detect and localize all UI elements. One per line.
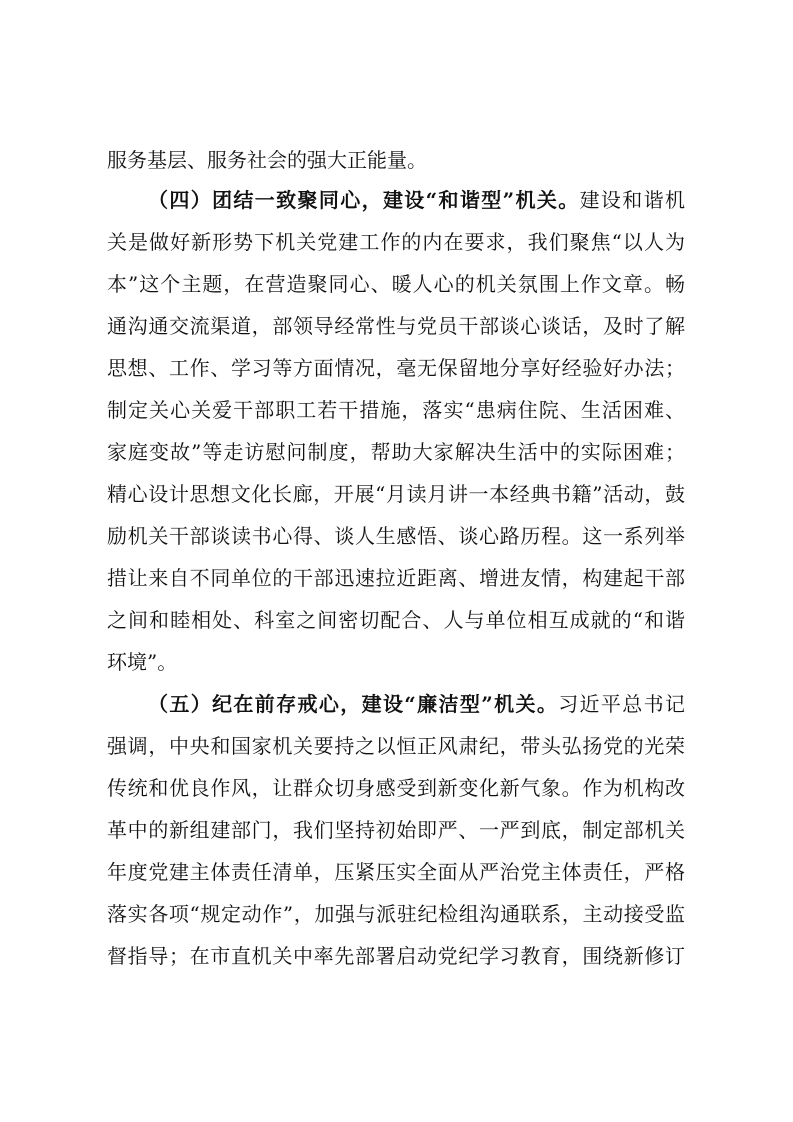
paragraph-line: 本”这个主题，在营造聚同心、暖人心的机关氛围上作文章。畅 [107,272,685,296]
paragraph-line: 通沟通交流渠道，部领导经常性与党员干部谈心谈话，及时了解 [107,314,685,338]
paragraph-line: 督指导；在市直机关中率先部署启动党纪学习教育，围绕新修订 [107,944,685,968]
section-heading: （五）纪在前存戒心，建设“廉洁型”机关。 [148,692,559,716]
paragraph-text: 习近平总书记 [558,692,685,716]
paragraph-line: 制定关心关爱干部职工若干措施，落实“患病住院、生活困难、 [107,398,685,422]
section-heading: （四）团结一致聚同心，建设“和谐型”机关。 [148,188,580,212]
paragraph-line: 措让来自不同单位的干部迅速拉近距离、增进友情，构建起干部 [107,566,685,590]
paragraph-line: 传统和优良作风，让群众切身感受到新变化新气象。作为机构改 [107,776,685,800]
paragraph-line: 强调，中央和国家机关要持之以恒正风肃纪，带头弘扬党的光荣 [107,734,685,758]
paragraph-line: 环境”。 [107,650,178,674]
paragraph-line: 落实各项“规定动作”，加强与派驻纪检组沟通联系，主动接受监 [107,902,685,926]
paragraph-line: 之间和睦相处、科室之间密切配合、人与单位相互成就的“和谐 [107,608,685,632]
paragraph-line: 家庭变故”等走访慰问制度，帮助大家解决生活中的实际困难； [107,440,685,464]
paragraph-line: 服务基层、服务社会的强大正能量。 [107,148,427,172]
paragraph-line: 精心设计思想文化长廊，开展“月读月讲一本经典书籍”活动，鼓 [107,482,685,506]
paragraph-first-line [148,180,685,220]
paragraph-text: 建设和谐机 [579,188,685,212]
paragraph-first-line [148,684,685,724]
paragraph-line: 思想、工作、学习等方面情况，毫无保留地分享好经验好办法； [107,356,685,380]
paragraph-line: 关是做好新形势下机关党建工作的内在要求，我们聚焦“以人为 [107,230,685,254]
paragraph-line: 励机关干部谈读书心得、谈人生感悟、谈心路历程。这一系列举 [107,524,685,548]
paragraph-line: 革中的新组建部门，我们坚持初始即严、一严到底，制定部机关 [107,818,685,842]
paragraph-line: 年度党建主体责任清单，压紧压实全面从严治党主体责任，严格 [107,860,685,884]
